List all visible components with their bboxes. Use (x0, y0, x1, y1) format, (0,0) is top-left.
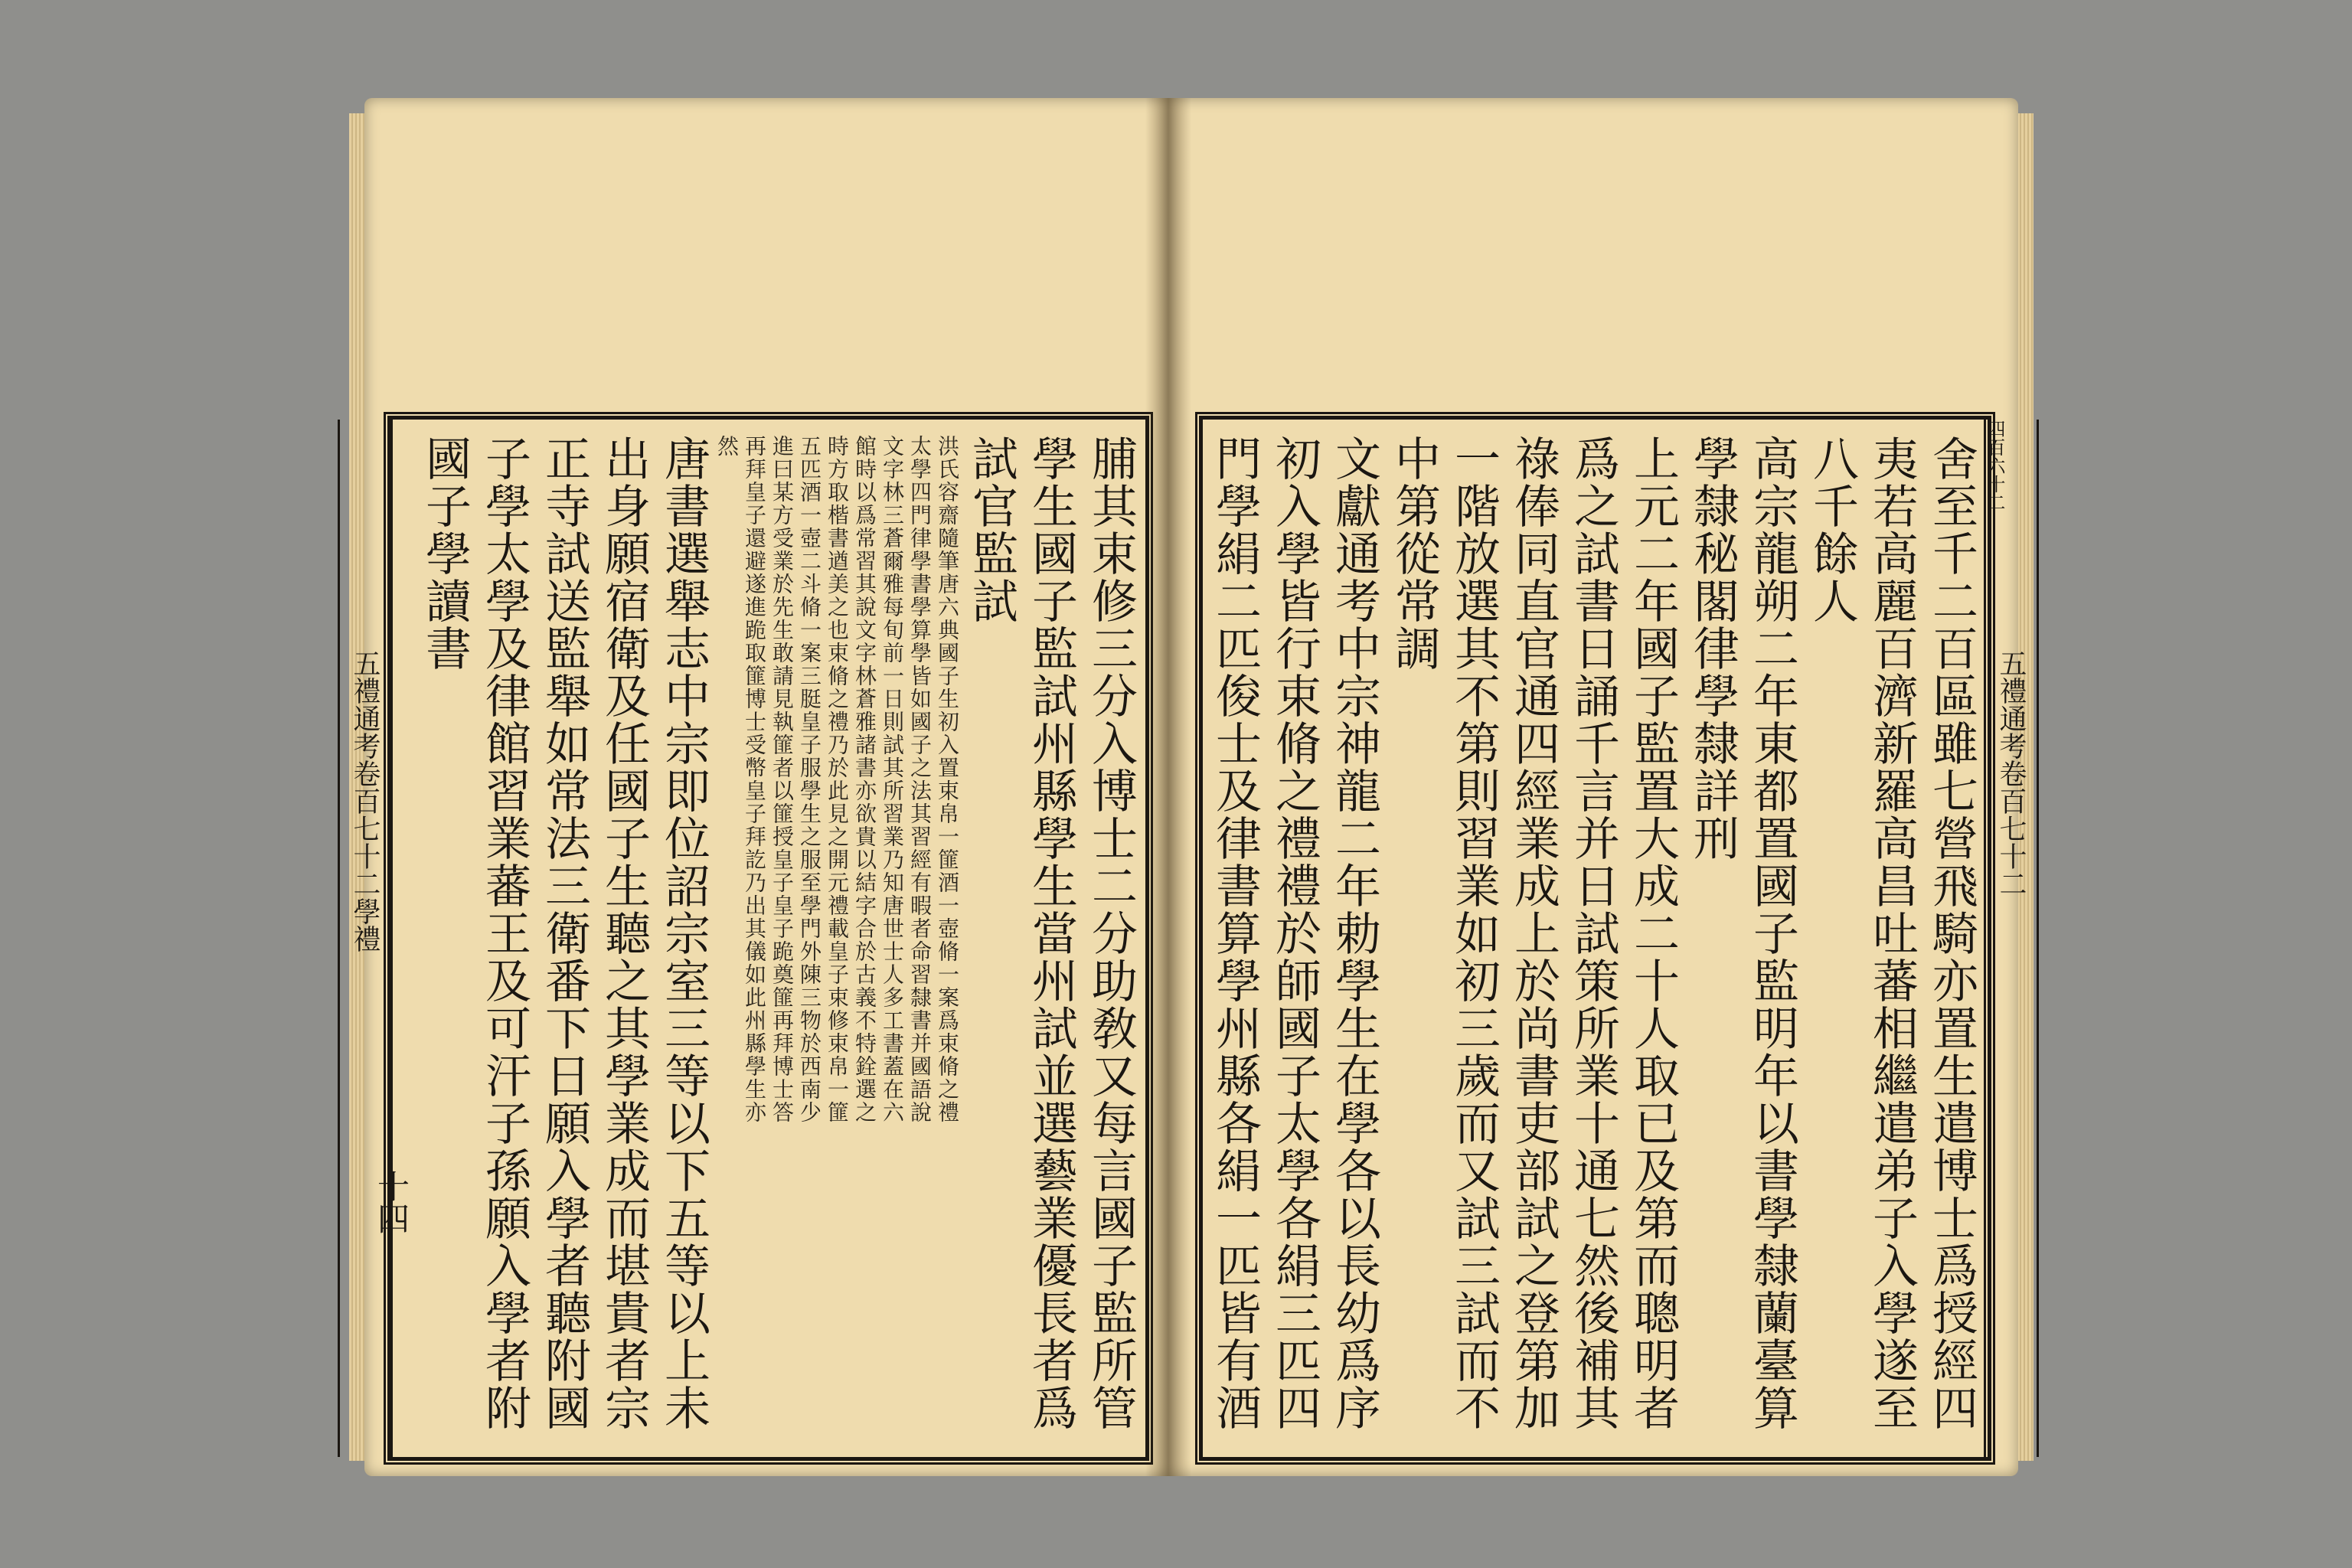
annotation-column: 文字林三蒼爾雅每旬前一日則試其所習業乃知唐世士人多工書蓋在六 (880, 435, 905, 1124)
right-strip-title: 五禮通考卷百七十二 (1995, 649, 2027, 897)
annotation-column: 太學四門律學書學算學皆如國子之法其習經有暇者命習隸書并國語說 (907, 435, 933, 1124)
left-folio-number: 十四 (373, 1170, 410, 1234)
text-column: 初入學皆行束脩之禮禮於師國子太學各絹三匹四 (1268, 435, 1321, 1432)
left-page (349, 98, 1168, 1476)
annotation-column: 然 (714, 435, 740, 458)
text-column: 爲之試書日誦千言并日試策所業十通七然後補其 (1566, 435, 1620, 1432)
text-column: 八千餘人 (1805, 435, 1859, 625)
text-column: 一階放選其不第則習業如初三歲而又試三試而不 (1447, 435, 1501, 1432)
right-page-margin-strip (1984, 420, 2039, 1457)
text-column: 中第從常調 (1387, 435, 1441, 672)
text-column: 文獻通考中宗神龍二年勅學生在學各以長幼爲序 (1328, 435, 1381, 1432)
annotation-column: 館時以爲常習其說文字林蒼雅諸書亦欲貴以結字合於古義不特銓選之 (852, 435, 877, 1124)
left-strip-title: 五禮通考卷百七十二學禮 (349, 649, 381, 952)
left-page-margin-strip (338, 420, 393, 1457)
text-column: 門學絹二匹俊士及律書算學州縣各絹一匹皆有酒 (1208, 435, 1262, 1432)
open-book (349, 98, 2027, 1476)
text-column: 試官監試 (965, 435, 1018, 625)
text-column: 脯其束修三分入博士二分助敎又每言國子監所管 (1084, 435, 1138, 1432)
text-column: 唐書選舉志中宗即位詔宗室三等以下五等以上未 (657, 435, 710, 1432)
text-column: 高宗龍朔二年東都置國子監明年以書學隸蘭臺算 (1746, 435, 1799, 1432)
text-column: 國子學讀書 (418, 435, 472, 672)
text-column: 正寺試送監舉如常法三衛番下日願入學者聽附國 (537, 435, 591, 1432)
annotation-column: 五匹酒一壺二斗脩一案三脡皇子服學生之服至學門外陳三物於西南少 (797, 435, 822, 1124)
book-gutter (1145, 98, 1191, 1476)
text-column: 子學太學及律館習業蕃王及可汗子孫願入學者附 (478, 435, 531, 1432)
text-column: 學生國子監試州縣學生當州試並選藝業優長者爲 (1024, 435, 1078, 1432)
left-text-frame (349, 416, 1149, 1461)
annotation-column: 時方取楷書遒美之也束脩之禮乃於此見之開元禮載皇子束修束帛一篚 (825, 435, 850, 1124)
right-page (1168, 98, 2027, 1476)
text-column: 上元二年國子監置大成二十人取已及第而聰明者 (1626, 435, 1680, 1432)
text-column: 出身願宿衛及任國子生聽之其學業成而堪貴者宗 (597, 435, 651, 1432)
annotation-column: 再拜皇子還避遂進跪取篚博士受幣皇子拜訖乃出其儀如此州縣學生亦 (742, 435, 767, 1124)
text-column: 夷若高麗百濟新羅高昌吐蕃相繼遣弟子入學遂至 (1865, 435, 1919, 1432)
right-folio-number: 四百六十二 (1984, 420, 2005, 511)
annotation-column: 進曰某方受業於先生敢請見執篚者以篚授皇子皇子跪奠篚再拜博士答 (769, 435, 795, 1124)
text-column: 學隸秘閣律學隸詳刑 (1686, 435, 1740, 862)
text-column: 祿俸同直官通四經業成上於尚書吏部試之登第加 (1507, 435, 1560, 1432)
text-column: 舍至千二百區雖七營飛騎亦置生遣博士爲授經四 (1925, 435, 1978, 1432)
annotation-column: 洪氏容齋隨筆唐六典國子生初入置束帛一篚酒一壺脩一案爲束脩之禮 (935, 435, 960, 1124)
